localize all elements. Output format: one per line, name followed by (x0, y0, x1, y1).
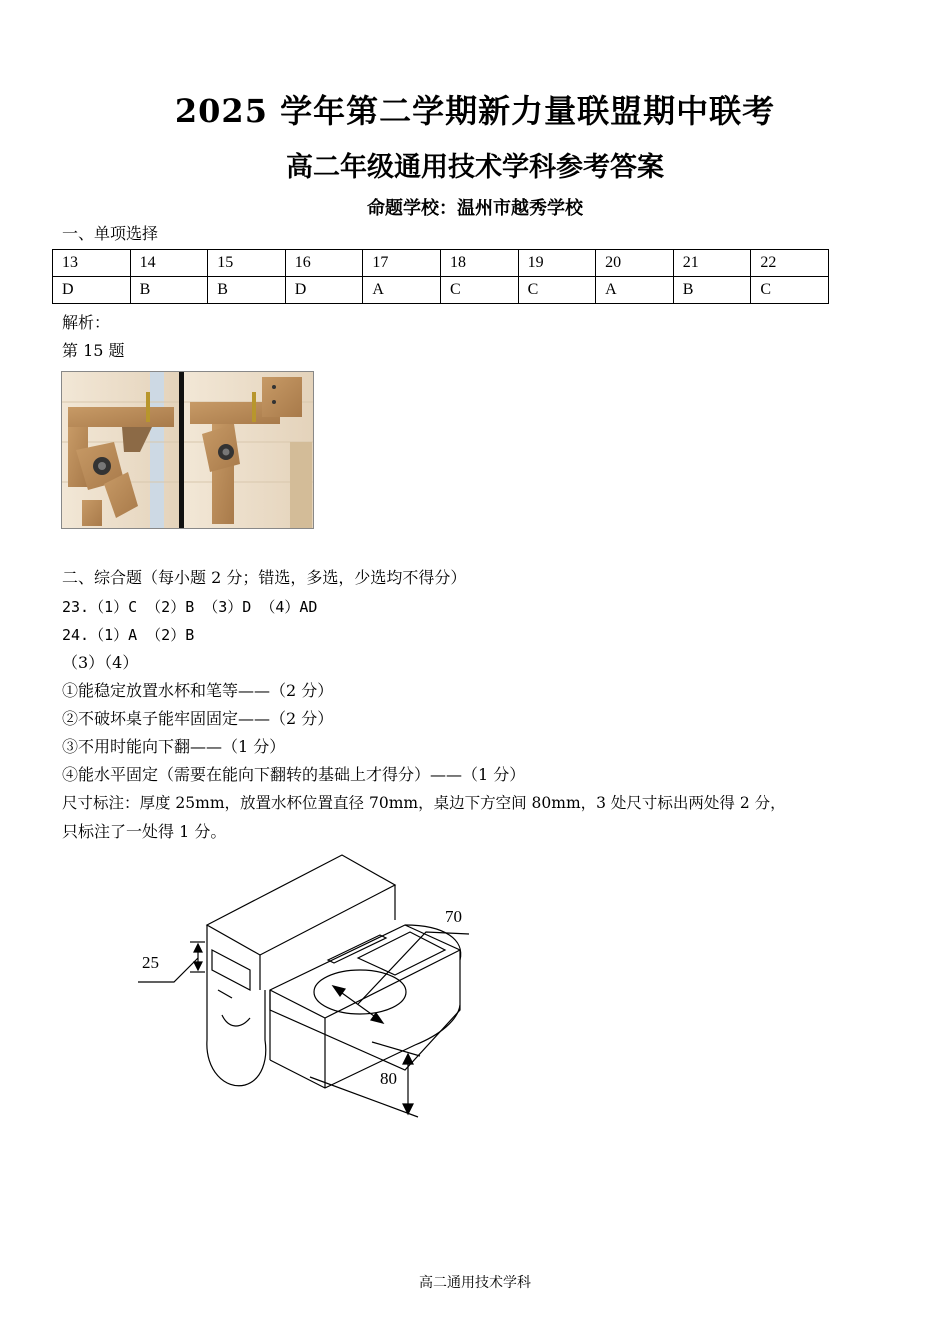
question-number: 18 (440, 250, 518, 277)
dimension-note-line1: 尺寸标注：厚度 25mm，放置水杯位置直径 70mm，桌边下方空间 80mm，3 处尺寸标出两处得 2 分， (62, 794, 786, 812)
question-number: 17 (363, 250, 441, 277)
answer-cell: C (751, 277, 829, 304)
dim-thickness-label: 25 (142, 953, 159, 972)
answer-cell: D (53, 277, 131, 304)
criteria-item: ①能稳定放置水杯和笔等——（2 分） (62, 681, 334, 700)
answer-cell: D (285, 277, 363, 304)
document-subtitle: 高二年级通用技术学科参考答案 (286, 152, 664, 183)
question-number: 22 (751, 250, 829, 277)
dimension-note-line2: 只标注了一处得 1 分。 (62, 822, 227, 841)
table-row-answers (53, 277, 829, 304)
criteria-item: ④能水平固定（需要在能向下翻转的基础上才得分）——（1 分） (62, 765, 526, 784)
answer-q24: 24.（1）A （2）B (62, 626, 195, 644)
criteria-item: ③不用时能向下翻——（1 分） (62, 737, 286, 756)
dim-cup-label: 70 (445, 907, 462, 926)
section1-heading: 一、单项选择 (62, 224, 159, 243)
question-number: 15 (208, 250, 286, 277)
page-footer: 高二通用技术学科 (419, 1275, 531, 1291)
setting-school: 命题学校：温州市越秀学校 (367, 198, 583, 219)
question-number: 20 (596, 250, 674, 277)
answer-cell: B (130, 277, 208, 304)
answer-cell: B (208, 277, 286, 304)
document-title: 2025 学年第二学期新力量联盟期中联考 (174, 92, 776, 130)
answer-table (52, 249, 829, 304)
answer-cell: C (518, 277, 596, 304)
answer-cell: C (440, 277, 518, 304)
answer-q24-sub: （3）（4） (62, 653, 139, 672)
analysis-label: 解析： (62, 313, 111, 332)
answer-q23: 23.（1）C （2）B （3）D （4）AD (62, 598, 318, 616)
table-row-numbers (53, 250, 829, 277)
question-number: 13 (53, 250, 131, 277)
dim-space-label: 80 (380, 1069, 397, 1088)
answer-cell: A (596, 277, 674, 304)
question-15-label: 第 15 题 (62, 341, 125, 360)
question-number: 14 (130, 250, 208, 277)
question-number: 19 (518, 250, 596, 277)
answer-cell: A (363, 277, 441, 304)
question-number: 16 (285, 250, 363, 277)
section2-heading: 二、综合题（每小题 2 分；错选，多选，少选均不得分） (62, 568, 467, 587)
design-sketch (0, 840, 950, 1140)
question-number: 21 (673, 250, 751, 277)
question-15-photo (61, 371, 314, 529)
criteria-item: ②不破坏桌子能牢固固定——（2 分） (62, 709, 334, 728)
answer-cell: B (673, 277, 751, 304)
